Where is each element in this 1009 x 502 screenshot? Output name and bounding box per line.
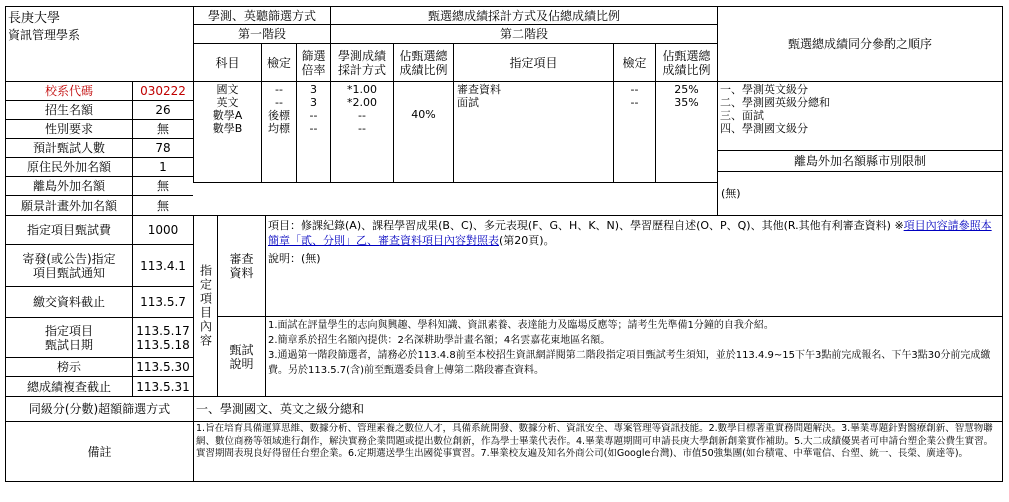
col-check: 檢定 xyxy=(266,55,291,70)
date-value-notice: 113.4.1 xyxy=(140,258,186,273)
date-label-notice-line1: 寄發(或公告)指定 xyxy=(22,251,116,266)
date-label-exam-line2: 甄試日期 xyxy=(44,337,93,352)
stage2-percent: 40% xyxy=(411,107,436,121)
island-title: 離島外加名額縣市別限制 xyxy=(793,154,926,168)
date-value-recheck: 113.5.31 xyxy=(136,379,190,394)
date-label-exam-line1: 指定項目 xyxy=(44,323,93,338)
date-label-exam xyxy=(6,318,132,357)
col-percent xyxy=(394,44,453,81)
col-ratio xyxy=(297,44,330,81)
review-note-label: 說明： xyxy=(268,252,301,265)
ratio-item: -- xyxy=(309,109,318,122)
info-label-expected: 預計甄試人數 xyxy=(32,141,105,155)
col-ratio-line2: 倍率 xyxy=(301,62,326,77)
review-item-label: 項目： xyxy=(268,219,301,232)
date-label-notice-line2: 項目甄試通知 xyxy=(32,265,105,280)
stage1-label: 第一階段 xyxy=(237,27,286,41)
subject-item: 英文 xyxy=(216,96,239,109)
item-check: -- xyxy=(630,83,639,96)
designated-title xyxy=(194,216,217,396)
method-item: *1.00 xyxy=(347,83,377,96)
date-label-fee: 指定項目甄試費 xyxy=(26,223,111,237)
department-name: 資訊管理學系 xyxy=(8,28,81,42)
stage1-title: 學測、英聽篩選方式 xyxy=(207,8,316,23)
col-percent-line1: 佔甄選總 xyxy=(399,48,448,63)
review-note-text: (無) xyxy=(301,252,321,265)
date-value-submit: 113.5.7 xyxy=(140,295,186,309)
tiebreak-item: 三、面試 xyxy=(720,109,764,122)
review-note xyxy=(268,251,999,266)
ratio-item: 3 xyxy=(310,83,317,96)
info-value-code: 030222 xyxy=(140,84,186,98)
stage1-subjects xyxy=(194,83,261,147)
interview-content xyxy=(268,318,999,395)
info-label-code: 校系代碼 xyxy=(44,84,93,98)
col-share-line2: 成績比例 xyxy=(662,62,711,77)
info-value-indigenous: 1 xyxy=(159,160,167,174)
date-value-exam-line1: 113.5.17 xyxy=(136,323,190,338)
method-item: -- xyxy=(358,109,366,122)
tiebreak-item: 二、學測國英級分總和 xyxy=(720,96,830,109)
info-label-indigenous: 原住民外加名額 xyxy=(26,160,111,174)
method-item: -- xyxy=(358,122,366,135)
check-item: 均標 xyxy=(268,122,290,135)
review-reference-page: (第20頁)。 xyxy=(499,234,555,247)
remarks-text: 1.旨在培育具備運算思維、數據分析、管理素養之數位人才，具備系統開發、數據分析、資訊安全、專案管理等資訊技能。2.數學目標著重實務問題解決。3.畢業專題針對醫療創新、智慧物聯網、數位商務等領域進行創作，解決實務企業問題或提出數位創新，作為學士畢業代表作。4.畢業專題期間可申請長庚大學創新創業實作補助。5.大二成績優異者可申請台塑企業公費生實習。實習期間表現良好得留任台塑企業。6.定期選送學生出國從事實習。7.畢業校友遍及知名外商公司(如Google台灣)、市值50強集團(如台積電、中華電信、台塑、統一、長榮、廣達等)。 xyxy=(196,423,994,459)
remarks-label: 備註 xyxy=(87,444,112,459)
designated-title-text: 指定項目內容 xyxy=(198,264,213,348)
subject-item: 數學A xyxy=(212,109,243,122)
subject-item: 數學B xyxy=(212,122,243,135)
review-content xyxy=(268,218,999,315)
interview-line: 1.面試在評量學生的志向與興趣、學科知識、資訊素養、表達能力及臨場反應等；請考生先準備1分鐘的自我介紹。 xyxy=(268,320,774,331)
stage2-item-shares xyxy=(656,83,717,147)
interview-line: 2.簡章系於招生名額內提供：2名深耕助學計畫名額；4名雲嘉花東地區名額。 xyxy=(268,335,611,346)
col-percent-line2: 成績比例 xyxy=(399,62,448,77)
item-review: 審查資料 xyxy=(457,83,501,96)
ratio-item: 3 xyxy=(310,96,317,109)
col-share xyxy=(656,44,717,81)
date-label-notice xyxy=(6,245,132,286)
col-subject: 科目 xyxy=(215,55,240,70)
tiebreak-title: 甄選總成績同分參酌之順序 xyxy=(787,37,932,51)
stage2-methods xyxy=(331,83,393,147)
stage2-item-checks xyxy=(614,83,655,147)
info-label-vision: 願景計畫外加名額 xyxy=(20,198,117,213)
interview-line: 3.通過第一階段篩選者，請務必於113.4.8前至本校招生資訊網詳閱第二階段指定項目甄試考生須知，並於113.4.9~15下午3點前完成報名、下午3點30分前完成繳費。另於113.5.7(含)前至甄選委員會上傳第二階段審查資料。 xyxy=(268,350,991,376)
col-item: 指定項目 xyxy=(509,55,558,70)
stage2-label: 第二階段 xyxy=(499,27,548,41)
info-label-island: 離島外加名額 xyxy=(32,179,105,193)
info-value-vision: 無 xyxy=(156,198,169,213)
stage2-items xyxy=(457,83,612,147)
check-item: -- xyxy=(275,96,283,109)
subject-item: 國文 xyxy=(216,83,239,96)
col-method xyxy=(331,44,393,81)
tiebreak-item: 四、學測國文級分 xyxy=(720,122,808,135)
review-items xyxy=(268,218,999,248)
interview-title: 甄試說明 xyxy=(229,342,254,371)
date-label-result: 榜示 xyxy=(56,360,81,374)
tiebreak-item: 一、學測英文級分 xyxy=(720,83,808,96)
info-value-island: 無 xyxy=(156,179,169,193)
col-ratio-line1: 篩選 xyxy=(301,48,326,63)
col-method-line2: 採計方式 xyxy=(337,62,386,77)
info-value-expected: 78 xyxy=(155,141,171,155)
review-link-prefix: ※ xyxy=(894,219,904,232)
col-method-line1: 學測成績 xyxy=(337,48,386,63)
same-score-value: 一、學測國文、英文之級分總和 xyxy=(196,402,365,416)
stage1-ratios xyxy=(297,83,330,147)
school-block xyxy=(8,10,190,50)
info-value-quota: 26 xyxy=(155,103,171,117)
check-item: -- xyxy=(275,83,283,96)
date-value-result: 113.5.30 xyxy=(136,360,190,374)
item-interview: 面試 xyxy=(457,96,479,109)
island-value: (無) xyxy=(721,187,741,200)
col-share-line1: 佔甄選總 xyxy=(662,48,711,63)
col-check2: 檢定 xyxy=(622,55,647,70)
review-reference-link[interactable]: 項目內容請參照本簡章「貳、分則」乙、審查資料項目內容對照表 xyxy=(268,219,992,247)
date-value-exam-line2: 113.5.18 xyxy=(136,337,190,352)
item-share: 25% xyxy=(674,83,699,96)
check-item: 後標 xyxy=(268,109,290,122)
review-item-text: 修課紀錄(A)、課程學習成果(B、C)、多元表現(F、G、H、K、N)、學習歷程自述(O、P、Q)、其他(R.其他有利審查資料) xyxy=(301,219,891,232)
info-label-gender: 性別要求 xyxy=(44,122,93,136)
info-value-gender: 無 xyxy=(156,122,169,136)
item-share: 35% xyxy=(674,96,699,109)
tiebreak-list xyxy=(720,83,1000,149)
review-title: 審查資料 xyxy=(229,252,254,280)
date-value-exam xyxy=(133,318,193,357)
date-label-recheck: 總成績複查截止 xyxy=(26,379,111,394)
method-item: *2.00 xyxy=(347,96,377,109)
info-label-quota: 招生名額 xyxy=(44,103,93,117)
date-value-fee: 1000 xyxy=(147,223,179,237)
stage2-title: 甄選總成績採計方式及佔總成績比例 xyxy=(427,8,620,23)
stage1-checks xyxy=(262,83,296,147)
item-check: -- xyxy=(630,96,639,109)
date-label-submit: 繳交資料截止 xyxy=(32,295,105,309)
school-name: 長庚大學 xyxy=(8,11,61,26)
ratio-item: -- xyxy=(309,122,318,135)
same-score-label: 同級分(分數)超額篩選方式 xyxy=(28,402,171,416)
